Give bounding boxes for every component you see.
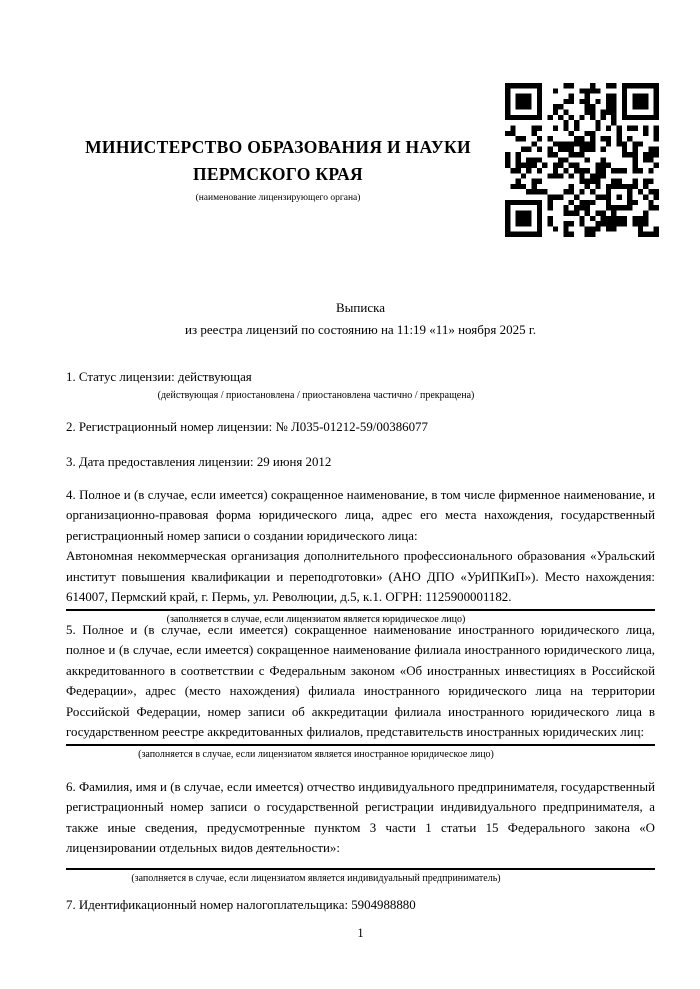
fill-in-line	[66, 868, 655, 870]
item-2-registration-number	[66, 417, 655, 437]
item-5-text: 5. Полное и (в случае, если имеется) сокращенное наименование иностранного юридического лица, полное и (в случае, если имеется) сокращенное наименование филиала иностранного юридического лица, аккредитованного в соответствии с Федеральным законом «Об иностранных инвестициях в Российской Федерации», адрес (место нахождения) филиала иностранного юридического лица на территории Российской Федерации, номер записи об аккредитации филиала иностранного юридического лица в государственном реестре аккредитованных филиалов, представительств иностранных юридических лиц:	[66, 623, 655, 740]
item-6-text: 6. Фамилия, имя и (в случае, если имеется) отчество индивидуального предпринимателя, государственный регистрационный номер записи о государственной регистрации индивидуального предпринимателя, а также иные сведения, предусмотренные пунктом 3 части 1 статьи 15 Федерального закона «О лицензировании отдельных видов деятельности»:	[66, 780, 655, 856]
item-5-foreign-entity	[66, 620, 655, 761]
document-title	[66, 297, 655, 340]
item-4-text: 4. Полное и (в случае, если имеется) сокращенное наименование, в том числе фирменное наименование, и организационно-правовая форма юридического лица, адрес его места нахождения, государственный регистрационный номер записи о создании юридического лица:	[66, 488, 655, 543]
item-6-individual-entrepreneur	[66, 777, 655, 885]
licensing-authority-header	[66, 134, 490, 204]
item-1-license-status	[66, 367, 655, 402]
fill-in-line	[66, 744, 655, 746]
item-3-text: 3. Дата предоставления лицензии: 29 июня 2012	[66, 455, 332, 469]
fill-in-line	[66, 609, 655, 611]
item-1-text: 1. Статус лицензии: действующая	[66, 370, 252, 384]
item-2-text: 2. Регистрационный номер лицензии: № Л035-01212-59/00386077	[66, 420, 428, 434]
item-3-grant-date	[66, 452, 655, 472]
item-4-legal-entity	[66, 485, 655, 626]
item-4-note: (заполняется в случае, если лицензиатом является юридическое лицо)	[166, 614, 466, 626]
item-7-text: 7. Идентификационный номер налогоплательщика: 5904988880	[66, 898, 416, 912]
item-7-taxpayer-number	[66, 895, 655, 915]
ministry-name-line1: МИНИСТЕРСТВО ОБРАЗОВАНИЯ И НАУКИ	[85, 137, 471, 157]
ministry-name-note: (наименование лицензирующего органа)	[195, 193, 361, 203]
item-5-note: (заполняется в случае, если лицензиатом является иностранное юридическое лицо)	[138, 749, 494, 761]
qr-code-graphic	[505, 83, 659, 237]
qr-code-icon	[505, 83, 659, 237]
document-title-line2: из реестра лицензий по состоянию на 11:19 «11» ноября 2025 г.	[185, 321, 536, 337]
document-title-line1: Выписка	[336, 300, 385, 315]
item-1-note: (действующая / приостановлена / приостановлена частично / прекращена)	[157, 390, 475, 402]
ministry-name-line2: ПЕРМСКОГО КРАЯ	[193, 164, 363, 184]
item-6-note: (заполняется в случае, если лицензиатом является индивидуальный предприниматель)	[131, 872, 501, 884]
page-number: 1	[357, 926, 364, 940]
item-4-value: Автономная некоммерческая организация дополнительного профессионального образования «Уральский институт повышения квалификации и переподготовки» (АНО ДПО «УрИПКиП»). Место нахождения: 614007, Пермский край, г. Пермь, ул. Революции, д.5, к.1. ОГРН: 1125900001182.	[66, 549, 655, 605]
